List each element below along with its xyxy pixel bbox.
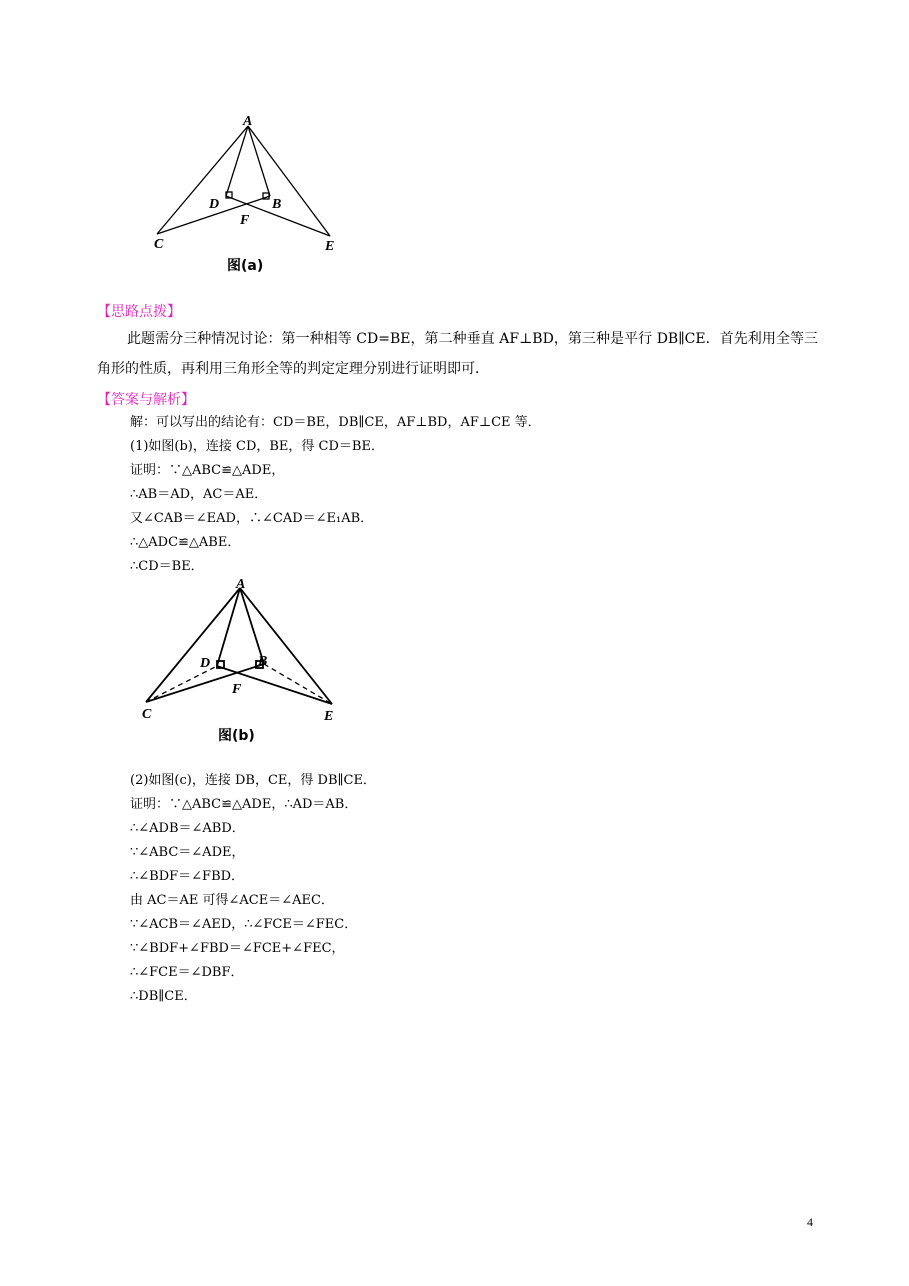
hint-text: 此题需分三种情况讨论：第一种相等 CD=BE，第二种垂直 AF⊥BD，第三种是平行 DB∥CE．首先利用全等三角形的性质，再利用三角形全等的判定定理分别进行证明即可．	[97, 331, 818, 377]
part2-line: ∵∠ACB＝∠AED，∴∠FCE＝∠FEC．	[130, 917, 358, 932]
label-b: B	[258, 654, 268, 669]
answer-line: 证明：∵△ABC≌△ADE，	[130, 463, 285, 478]
figure-b	[130, 572, 350, 750]
figure-b-caption: 图(b)	[218, 728, 255, 744]
label-d: D	[200, 656, 211, 671]
label-c: C	[154, 237, 164, 252]
part2-line: ∴∠ADB＝∠ABD．	[130, 821, 245, 836]
answer-line: (1)如图(b)，连接 CD，BE，得 CD＝BE．	[130, 439, 384, 454]
answer-heading: 【答案与解析】	[97, 392, 195, 408]
label-e: E	[325, 239, 335, 254]
answer-line: 解：可以写出的结论有：CD＝BE，DB∥CE，AF⊥BD，AF⊥CE 等．	[130, 415, 541, 430]
label-f: F	[240, 213, 250, 228]
part2-line: 由 AC＝AE 可得∠ACE＝∠AEC．	[130, 893, 334, 908]
figure-a	[140, 110, 360, 280]
part2-line: ∵∠BDF+∠FBD＝∠FCE+∠FEC，	[130, 941, 345, 956]
answer-line: 又∠CAB＝∠EAD，∴∠CAD＝∠E₁AB．	[130, 511, 374, 526]
part2-line: ∴∠FCE＝∠DBF．	[130, 965, 244, 980]
label-a: A	[236, 577, 246, 592]
page-number: 4	[807, 1215, 813, 1229]
label-b: B	[272, 197, 282, 212]
figure-a-caption: 图(a)	[227, 258, 264, 274]
answer-line: ∴CD＝BE．	[130, 559, 204, 574]
label-e: E	[324, 709, 334, 724]
label-a: A	[243, 114, 253, 129]
part2-line: ∵∠ABC＝∠ADE，	[130, 845, 245, 860]
figure-b-diagram	[130, 572, 350, 750]
figure-a-diagram	[140, 110, 360, 280]
label-f: F	[232, 682, 242, 697]
label-d: D	[209, 197, 220, 212]
part2-line: (2)如图(c)，连接 DB，CE，得 DB∥CE．	[130, 773, 376, 788]
answer-line: ∴△ADC≌△ABE．	[130, 535, 241, 550]
part2-line: ∴∠BDF＝∠FBD．	[130, 869, 245, 884]
answer-line: ∴AB＝AD，AC＝AE．	[130, 487, 268, 502]
label-c: C	[142, 707, 152, 722]
hint-heading: 【思路点拨】	[97, 304, 181, 320]
part2-line: ∴DB∥CE．	[130, 989, 197, 1004]
part2-line: 证明：∵△ABC≌△ADE，∴AD＝AB．	[130, 797, 358, 812]
